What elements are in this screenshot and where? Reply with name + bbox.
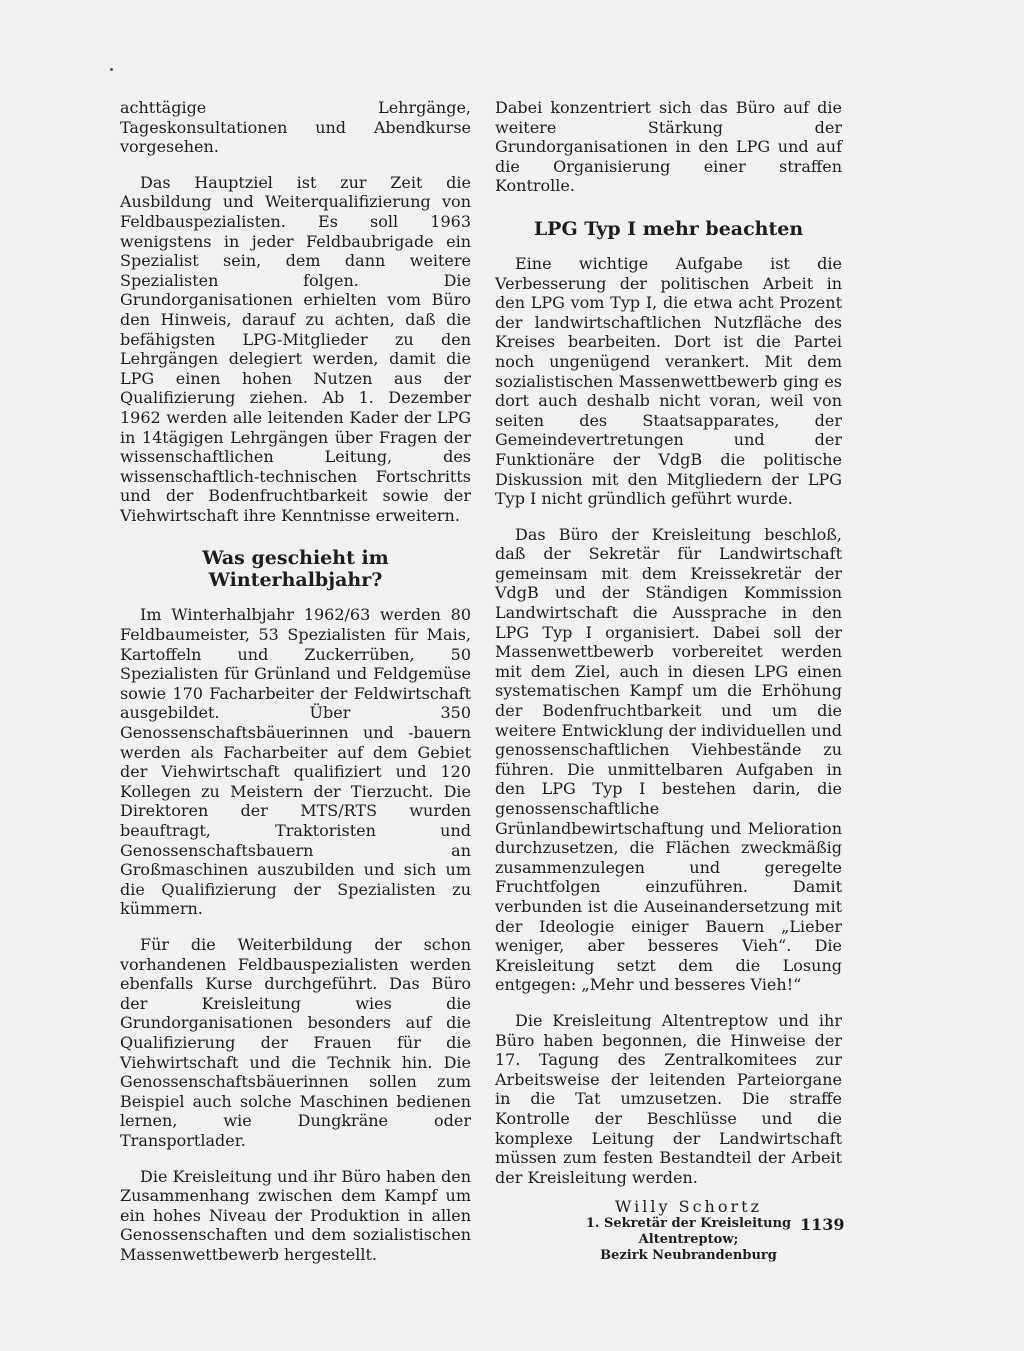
section-heading: Was geschieht im Winterhalbjahr? <box>202 547 389 592</box>
paragraph: Das Büro der Kreisleitung beschloß, daß der Sekretär für Landwirtschaft gemeinsam mit dem Kreissekretär der VdgB und der Ständigen Kommission Landwirtschaft die Aussprache in den LPG Typ I organisiert. Dabei soll der Massenwettbewerb vorbereitet werden mit dem Ziel, auch in diesen LPG einen systematischen Kampf um die Erhöhung der Bodenfruchtbarkeit und um die weitere Entwicklung der individuellen und genossenschaftlichen Viehbestände zu führen. Die unmittelbaren Aufgaben in den LPG Typ I bestehen darin, die genossenschaftliche Grünlandbewirtschaftung und Melioration durchzusetzen, die Flächen zweckmäßig zusammenzulegen und geregelte Fruchtfolgen einzuführen. Damit verbunden ist die Auseinandersetzung mit der Ideologie einiger Bauern „Lieber weniger, aber besseres Vieh“. Die Kreisleitung setzt dem die Losung entgegen: „Mehr und besseres Vieh!“ <box>495 524 842 995</box>
paragraph: Eine wichtige Aufgabe ist die Verbesserung der politischen Arbeit in den LPG vom Typ I, die etwa acht Prozent der landwirtschaftlichen Nutzfläche des Kreises bearbeiten. Dort ist die Partei noch ungenügend verankert. Mit dem sozialistischen Massenwettbewerb ging es dort auch deshalb nicht voran, weil von seiten des Staatsapparates, der Gemeindevertretungen und der Funktionäre der VdgB die politische Diskussion mit den Mitgliedern der LPG Typ I nicht gründlich geführt wurde. <box>495 253 842 509</box>
paragraph: Das Hauptziel ist zur Zeit die Ausbildung und Weiterqualifizierung von Feldbauspezialisten. Es soll 1963 wenigstens in jeder Feldbaubrigade ein Spezialist sein, dem dann weitere Spezialisten folgen. Die Grundorganisationen erhielten vom Büro den Hinweis, darauf zu achten, daß die befähigsten LPG-Mitglieder zu den Lehrgängen delegiert werden, damit die LPG einen hohen Nutzen aus der Qualifizierung ziehen. Ab 1. Dezember 1962 werden alle leitenden Kader der LPG in 14tägigen Lehrgängen über Fragen der wissenschaftlichen Leitung, des wissenschaftlich-technischen Fortschritts und der Bodenfruchtbarkeit sowie der Viehwirtschaft ihre Kenntnisse erweitern. <box>120 172 471 525</box>
page-number: 1139 <box>800 1215 845 1234</box>
paragraph: Dabei konzentriert sich das Büro auf die weitere Stärkung der Grundorganisationen in den LPG und auf die Organisierung einer straffen Kontrolle. <box>495 98 842 196</box>
paragraph: achttägige Lehrgänge, Tageskonsultationen und Abendkurse vorgesehen. <box>120 98 471 157</box>
section-heading: LPG Typ I mehr beachten <box>533 217 804 240</box>
author-district: Bezirk Neubrandenburg <box>600 1248 777 1264</box>
paragraph: Die Kreisleitung Altentreptow und ihr Büro haben begonnen, die Hinweise der 17. Tagung des Zentralkomitees zur Arbeitsweise der leitenden Parteiorgane in die Tat umzusetzen. Die straffe Kontrolle der Beschlüsse und die komplexe Leitung der Landwirtschaft müssen zum festen Bestandteil der Arbeit der Kreisleitung werden. <box>495 1010 842 1187</box>
author-name: Willy Schortz <box>614 1197 762 1217</box>
paragraph: Im Winterhalbjahr 1962/63 werden 80 Feldbaumeister, 53 Spezialisten für Mais, Kartoffeln und Zuckerrüben, 50 Spezialisten für Grünland und Feldgemüse sowie 170 Facharbeiter der Feldwirtschaft ausgebildet. Über 350 Genossenschaftsbäuerinnen und -bauern werden als Facharbeiter auf dem Gebiet der Viehwirtschaft qualifiziert und 120 Kollegen zu Meistern der Tierzucht. Die Direktoren der MTS/RTS wurden beauftragt, Traktoristen und Genossenschaftsbauern an Großmaschinen auszubilden und sich um die Qualifizierung der Spezialisten zu kümmern. <box>120 605 471 919</box>
print-speck <box>110 68 113 71</box>
signature-block <box>495 1197 842 1264</box>
right-column <box>495 98 842 1264</box>
left-column <box>120 98 471 1280</box>
paragraph: Für die Weiterbildung der schon vorhandenen Feldbauspezialisten werden ebenfalls Kurse durchgeführt. Das Büro der Kreisleitung wies die Grundorganisationen besonders auf die Qualifizierung der Frauen für die Viehwirtschaft und die Technik hin. Die Genossenschaftsbäuerinnen sollen zum Beispiel auch solche Maschinen bedienen lernen, wie Dungkräne oder Transportlader. <box>120 934 471 1150</box>
author-role: 1. Sekretär der Kreisleitung Altentreptow; <box>585 1216 792 1248</box>
paragraph: Die Kreisleitung und ihr Büro haben den Zusammenhang zwischen dem Kampf um ein hohes Niveau der Produktion in allen Genossenschaften und dem sozialistischen Massenwettbewerb hergestellt. <box>120 1166 471 1264</box>
